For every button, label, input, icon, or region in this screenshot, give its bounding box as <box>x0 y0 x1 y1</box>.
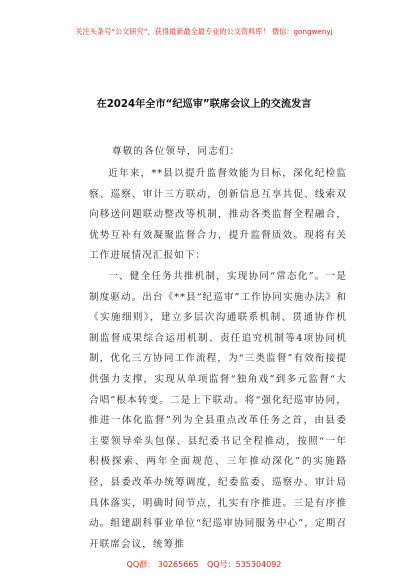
document-body <box>89 164 347 555</box>
salutation: 尊敬的各位领导，同志们： <box>112 146 241 157</box>
body-paragraph: 近年来，**县以提升监督效能为目标，深化纪检监察、巡察、审计三方联动，创新信息互享共促、线索双向移送问题联动整改等机制，推动各类监督全程融合，优势互补有效凝聚监督合力，提升监督质效。现将有关工作进展情况汇报如下： <box>89 168 347 262</box>
footer-qq-number: QQ号：535304092 <box>207 560 282 569</box>
document-title: 在2024年全市“纪巡审”联席会议上的交流发言 <box>96 99 312 110</box>
footer-contact <box>0 559 408 570</box>
header-notice: 关注头条号“公文研究”，获得最新最全最专业的公文资料库！ 微信：gongwenyj <box>75 27 333 36</box>
body-paragraph: 一、健全任务共推机制，实现协同“常态化”。一是制度驱动。出台《**县“纪巡审”工作协同实施办法》和《实施细则》，建立多层次沟通联系机制、贯通协作机制监督成果综合运用机制、责任追究机制等4项协同机制，优化三方协同工作流程，为“三类监督”有效衔接提供强力支撑，实现从单项监督“独角戏”到多元监督“大合唱”根本转变。二是上下联动。将“强化纪巡审协同，推进一体化监督”列为全县重点改革任务之首，由县委主要领导牵头包保、县纪委书记全程推动，按照“一年积极探索、两年全面规范、三年推动深化”的实施路径，县委改革办统筹调度，纪委监委、巡察办、审计局具体落实，明确时间节点，扎实有序推进。三是有序推动。组建副科事业单位“纪巡审协同服务中心”，定期召开联席会议，统筹推 <box>89 270 347 550</box>
footer-qq-group: QQ群： 30265665 <box>126 560 199 569</box>
